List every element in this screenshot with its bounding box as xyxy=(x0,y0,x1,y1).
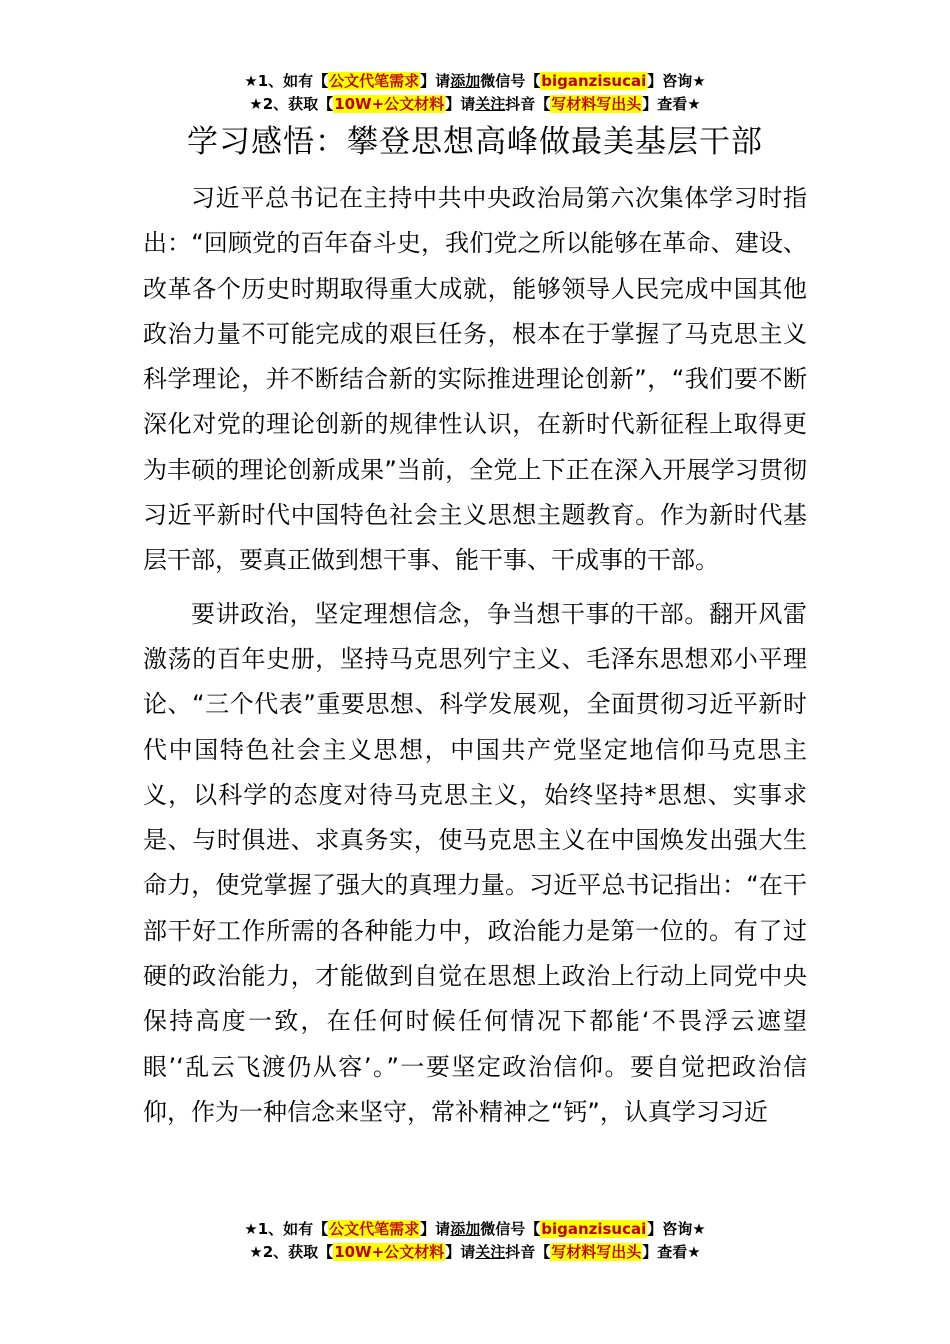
promo-text: 抖音【 xyxy=(505,1243,551,1261)
promo-emphasis: 添加 xyxy=(450,72,481,90)
promo-text: 】请 xyxy=(445,1243,476,1261)
promo-emphasis: 添加 xyxy=(450,1220,481,1238)
promo-text: 】请 xyxy=(420,72,451,90)
document-title: 学习感悟：攀登思想高峰做最美基层干部 xyxy=(187,124,763,160)
promo-wechat-id: biganzisucai xyxy=(541,1220,647,1238)
promo-line-1-top xyxy=(0,70,950,92)
promo-highlight: 10W+公文材料 xyxy=(334,1243,445,1261)
promo-prefix: ★2、获取【 xyxy=(249,1243,334,1261)
promo-highlight: 公文代笔需求 xyxy=(329,72,420,90)
promo-prefix: ★1、如有【 xyxy=(244,72,329,90)
promo-line-1-bottom xyxy=(0,1218,950,1240)
promo-prefix: ★2、获取【 xyxy=(249,95,334,113)
promo-emphasis: 关注 xyxy=(475,1243,506,1261)
promo-suffix: 】咨询★ xyxy=(647,1220,706,1238)
promo-douyin-id: 写材料写出头 xyxy=(551,1243,642,1261)
promo-text: 】请 xyxy=(445,95,476,113)
promo-prefix: ★1、如有【 xyxy=(244,1220,329,1238)
promo-text: 微信号【 xyxy=(480,72,541,90)
promo-douyin-id: 写材料写出头 xyxy=(551,95,642,113)
paragraph-2: 要讲政治，坚定理想信念，争当想干事的干部。翻开风雷激荡的百年史册，坚持马克思列宁主义、毛泽东思想邓小平理论、“三个代表”重要思想、科学发展观，全面贯彻习近平新时代中国特色社会主义思想，中国共产党坚定地信仰马克思主义，以科学的态度对待马克思主义，始终坚持*思想、实事求是、与时俱进、求真务实，使马克思主义在中国焕发出强大生命力，使党掌握了强大的真理力量。习近平总书记指出：“在干部干好工作所需的各种能力中，政治能力是第一位的。有了过硬的政治能力，才能做到自觉在思想上政治上行动上同党中央保持高度一致，在任何时候任何情况下都能‘不畏浮云遮望眼’‘乱云飞渡仍从容’。”一要坚定政治信仰。要自觉把政治信仰，作为一种信念来坚守，常补精神之“钙”，认真学习习近 xyxy=(143,599,807,1126)
promo-suffix: 】查看★ xyxy=(642,95,701,113)
promo-text: 微信号【 xyxy=(480,1220,541,1238)
promo-suffix: 】咨询★ xyxy=(647,72,706,90)
promo-text: 抖音【 xyxy=(505,95,551,113)
promo-highlight: 公文代笔需求 xyxy=(329,1220,420,1238)
document-body xyxy=(143,176,807,1208)
promo-text: 】请 xyxy=(420,1220,451,1238)
promo-wechat-id: biganzisucai xyxy=(541,72,647,90)
promo-line-2-top xyxy=(0,93,950,115)
promo-emphasis: 关注 xyxy=(475,95,506,113)
paragraph-1: 习近平总书记在主持中共中央政治局第六次集体学习时指出：“回顾党的百年奋斗史，我们党之所以能够在革命、建设、改革各个历史时期取得重大成就，能够领导人民完成中国其他政治力量不可能完成的艰巨任务，根本在于掌握了马克思主义科学理论，并不断结合新的实际推进理论创新”，“我们要不断深化对党的理论创新的规律性认识，在新时代新征程上取得更为丰硕的理论创新成果”当前，全党上下正在深入开展学习贯彻习近平新时代中国特色社会主义思想主题教育。作为新时代基层干部，要真正做到想干事、能干事、干成事的干部。 xyxy=(143,184,807,575)
promo-suffix: 】查看★ xyxy=(642,1243,701,1261)
promo-line-2-bottom xyxy=(0,1241,950,1263)
promo-highlight: 10W+公文材料 xyxy=(334,95,445,113)
